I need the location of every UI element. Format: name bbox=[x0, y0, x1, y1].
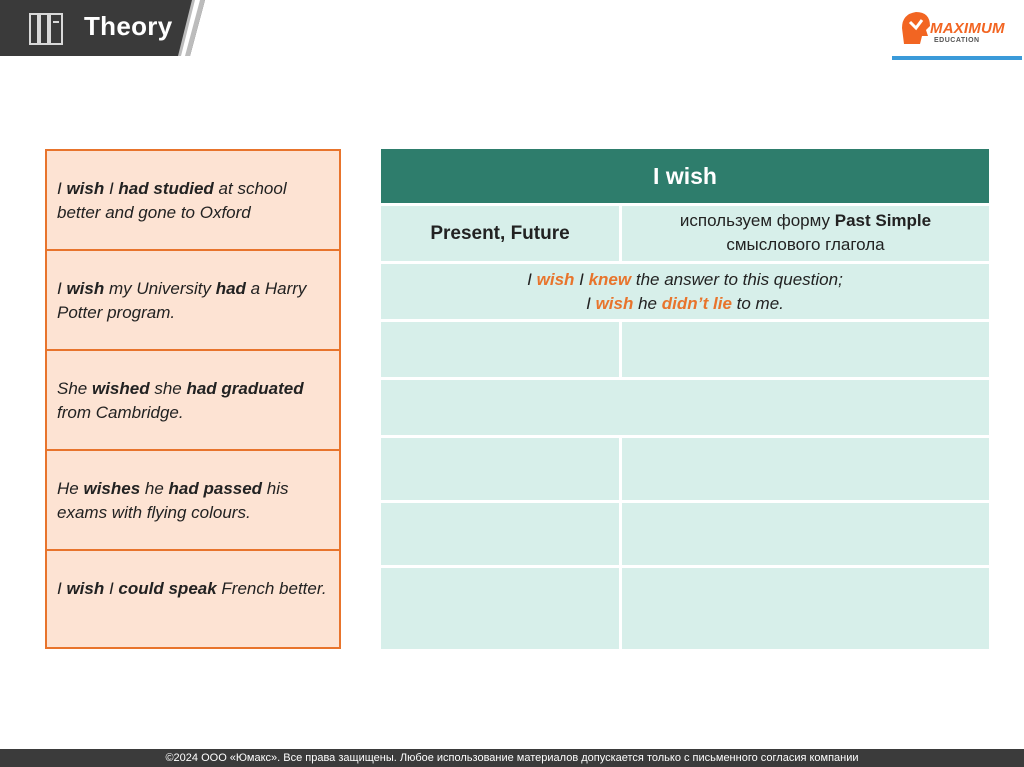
plain-text: French better. bbox=[216, 579, 327, 598]
rule-text-a: используем форму bbox=[679, 211, 835, 230]
plain-text: to me. bbox=[731, 294, 784, 313]
plain-text: the answer to this question; bbox=[631, 270, 843, 289]
example-item bbox=[47, 151, 339, 251]
example-item bbox=[47, 251, 339, 351]
page-title: Theory bbox=[84, 11, 173, 41]
tense-cell bbox=[381, 206, 619, 261]
emphasis-text: wish bbox=[66, 179, 105, 198]
rule-text-c: смыслового глагола bbox=[726, 235, 885, 254]
rule-cell bbox=[622, 206, 989, 261]
emphasis-text: wishes bbox=[83, 479, 141, 498]
empty-cell bbox=[381, 322, 619, 377]
plain-text: he bbox=[633, 294, 662, 313]
plain-text: I bbox=[104, 179, 119, 198]
example-line bbox=[381, 292, 989, 316]
plain-text: I bbox=[527, 270, 537, 289]
empty-cell bbox=[622, 503, 989, 565]
empty-cell bbox=[381, 438, 619, 500]
rule-text-b: Past Simple bbox=[834, 211, 932, 230]
logo-sub-text: EDUCATION bbox=[934, 37, 980, 44]
plain-text: at school better and gone to Oxford bbox=[57, 179, 287, 222]
emphasis-text: didn’t lie bbox=[661, 294, 732, 313]
emphasis-text: wish bbox=[66, 279, 105, 298]
book-icon bbox=[28, 10, 66, 48]
plain-text: I bbox=[104, 579, 119, 598]
empty-cell bbox=[622, 438, 989, 500]
example-item bbox=[47, 551, 339, 651]
empty-cell bbox=[622, 322, 989, 377]
plain-text: my University bbox=[104, 279, 216, 298]
emphasis-text: could speak bbox=[118, 579, 217, 598]
empty-cell bbox=[381, 380, 989, 435]
table-header: I wish bbox=[381, 149, 989, 203]
i-wish-table bbox=[381, 149, 989, 649]
example-line bbox=[381, 268, 989, 292]
maximum-logo bbox=[892, 4, 1022, 62]
empty-cell bbox=[381, 503, 619, 565]
example-item bbox=[47, 451, 339, 551]
emphasis-text: had graduated bbox=[186, 379, 304, 398]
plain-text: she bbox=[149, 379, 187, 398]
plain-text: He bbox=[57, 479, 84, 498]
example-cell bbox=[381, 264, 989, 319]
plain-text: I bbox=[586, 294, 596, 313]
plain-text: She bbox=[57, 379, 92, 398]
tense-label: Present, Future bbox=[430, 223, 570, 244]
emphasis-text: wish bbox=[595, 294, 634, 313]
empty-cell bbox=[622, 568, 989, 649]
plain-text: a Harry Potter program. bbox=[57, 279, 307, 322]
plain-text: he bbox=[140, 479, 169, 498]
plain-text: I bbox=[57, 279, 67, 298]
plain-text: I bbox=[57, 179, 67, 198]
examples-list bbox=[45, 149, 341, 649]
empty-cell bbox=[381, 568, 619, 649]
header-bar bbox=[0, 0, 1024, 62]
emphasis-text: had passed bbox=[168, 479, 263, 498]
plain-text: from Cambridge. bbox=[57, 403, 184, 422]
plain-text: his exams with flying colours. bbox=[57, 479, 289, 522]
logo-main-text: MAXIMUM bbox=[930, 20, 1005, 37]
emphasis-text: wish bbox=[66, 579, 105, 598]
example-item bbox=[47, 351, 339, 451]
plain-text: I bbox=[574, 270, 589, 289]
plain-text: I bbox=[57, 579, 67, 598]
emphasis-text: wish bbox=[536, 270, 575, 289]
emphasis-text: knew bbox=[588, 270, 632, 289]
emphasis-text: wished bbox=[91, 379, 150, 398]
emphasis-text: had studied bbox=[118, 179, 214, 198]
logo-head-icon bbox=[896, 8, 934, 48]
emphasis-text: had bbox=[215, 279, 246, 298]
copyright-footer: ©2024 ООО «Юмакс». Все права защищены. Любое использование материалов допускается только с письменного согласия компании bbox=[0, 749, 1024, 767]
logo-underline bbox=[892, 56, 1022, 60]
